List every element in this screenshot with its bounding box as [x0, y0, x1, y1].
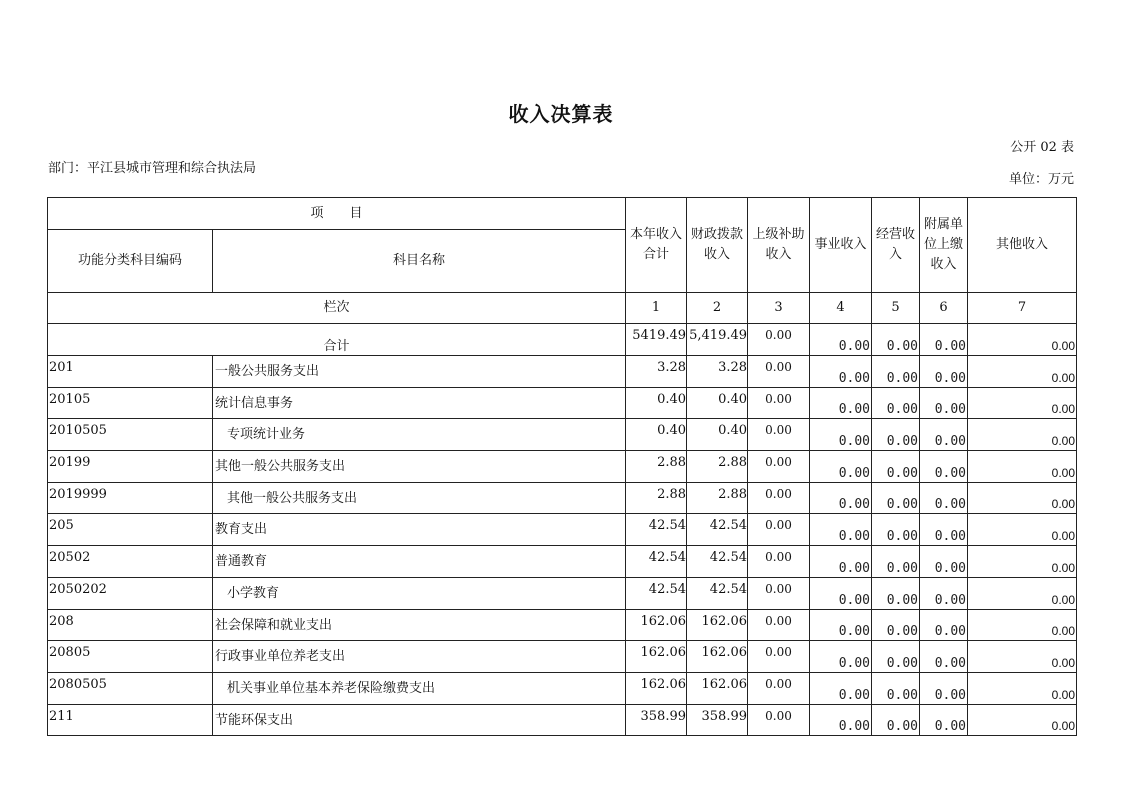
row-name: 普通教育 — [213, 546, 626, 578]
row-other-income: 0.00 — [968, 514, 1077, 546]
row-operating-income: 0.00 — [872, 356, 920, 388]
row-code: 20199 — [48, 451, 213, 483]
row-business-income: 0.00 — [810, 546, 872, 578]
row-affiliated-income: 0.00 — [920, 577, 968, 609]
row-code: 20105 — [48, 387, 213, 419]
row-fiscal-income: 162.06 — [687, 609, 748, 641]
row-code: 20502 — [48, 546, 213, 578]
row-business-income: 0.00 — [810, 514, 872, 546]
row-name: 小学教育 — [213, 577, 626, 609]
row-name: 社会保障和就业支出 — [213, 609, 626, 641]
row-business-income: 0.00 — [810, 672, 872, 704]
row-other-income: 0.00 — [968, 641, 1077, 673]
row-affiliated-income: 0.00 — [920, 356, 968, 388]
col-num-5: 5 — [872, 293, 920, 324]
table-row — [48, 609, 1077, 641]
row-affiliated-income: 0.00 — [920, 482, 968, 514]
column-number-row — [48, 293, 1077, 324]
header-superior-income: 上级补助收入 — [748, 198, 810, 293]
row-business-income: 0.00 — [810, 609, 872, 641]
header-code: 功能分类科目编码 — [48, 230, 213, 293]
row-other-income: 0.00 — [968, 672, 1077, 704]
row-operating-income: 0.00 — [872, 482, 920, 514]
table-row — [48, 546, 1077, 578]
header-name: 科目名称 — [213, 230, 626, 293]
row-operating-income: 0.00 — [872, 609, 920, 641]
table-row — [48, 704, 1077, 736]
total-label: 合计 — [48, 324, 626, 356]
row-total-income: 162.06 — [626, 641, 687, 673]
row-business-income: 0.00 — [810, 419, 872, 451]
row-total-income: 358.99 — [626, 704, 687, 736]
total-business-value: 0.00 — [810, 324, 872, 356]
row-superior-income: 0.00 — [748, 609, 810, 641]
row-total-income: 162.06 — [626, 672, 687, 704]
row-fiscal-income: 0.40 — [687, 419, 748, 451]
income-final-account-table — [47, 197, 1077, 736]
row-fiscal-income: 42.54 — [687, 577, 748, 609]
row-operating-income: 0.00 — [872, 704, 920, 736]
row-operating-income: 0.00 — [872, 451, 920, 483]
table-row — [48, 672, 1077, 704]
row-operating-income: 0.00 — [872, 672, 920, 704]
row-name: 机关事业单位基本养老保险缴费支出 — [213, 672, 626, 704]
row-name: 统计信息事务 — [213, 387, 626, 419]
col-num-6: 6 — [920, 293, 968, 324]
row-superior-income: 0.00 — [748, 672, 810, 704]
header-business-income: 事业收入 — [810, 198, 872, 293]
row-operating-income: 0.00 — [872, 514, 920, 546]
lanci-label: 栏次 — [48, 293, 626, 324]
form-number: 公开 02 表 — [1010, 140, 1074, 155]
row-fiscal-income: 2.88 — [687, 482, 748, 514]
row-name: 其他一般公共服务支出 — [213, 482, 626, 514]
row-affiliated-income: 0.00 — [920, 451, 968, 483]
row-superior-income: 0.00 — [748, 577, 810, 609]
col-num-1: 1 — [626, 293, 687, 324]
table-row — [48, 419, 1077, 451]
department-label: 部门：平江县城市管理和综合执法局 — [48, 161, 257, 176]
row-code: 205 — [48, 514, 213, 546]
total-affiliated-value: 0.00 — [920, 324, 968, 356]
row-affiliated-income: 0.00 — [920, 609, 968, 641]
row-superior-income: 0.00 — [748, 546, 810, 578]
row-affiliated-income: 0.00 — [920, 387, 968, 419]
row-code: 2080505 — [48, 672, 213, 704]
header-operating-income: 经营收入 — [872, 198, 920, 293]
row-business-income: 0.00 — [810, 641, 872, 673]
row-name: 专项统计业务 — [213, 419, 626, 451]
row-name: 教育支出 — [213, 514, 626, 546]
row-fiscal-income: 162.06 — [687, 672, 748, 704]
row-other-income: 0.00 — [968, 451, 1077, 483]
row-operating-income: 0.00 — [872, 546, 920, 578]
table-row — [48, 387, 1077, 419]
row-operating-income: 0.00 — [872, 577, 920, 609]
row-other-income: 0.00 — [968, 356, 1077, 388]
row-superior-income: 0.00 — [748, 641, 810, 673]
row-name: 一般公共服务支出 — [213, 356, 626, 388]
total-superior-value: 0.00 — [748, 324, 810, 356]
header-item: 项 目 — [48, 198, 626, 230]
row-code: 2010505 — [48, 419, 213, 451]
row-business-income: 0.00 — [810, 482, 872, 514]
row-fiscal-income: 42.54 — [687, 546, 748, 578]
row-affiliated-income: 0.00 — [920, 546, 968, 578]
table-row — [48, 641, 1077, 673]
row-affiliated-income: 0.00 — [920, 641, 968, 673]
row-total-income: 2.88 — [626, 451, 687, 483]
row-affiliated-income: 0.00 — [920, 419, 968, 451]
row-total-income: 2.88 — [626, 482, 687, 514]
row-superior-income: 0.00 — [748, 419, 810, 451]
total-fiscal-value: 5,419.49 — [687, 324, 748, 356]
row-other-income: 0.00 — [968, 419, 1077, 451]
row-superior-income: 0.00 — [748, 704, 810, 736]
row-fiscal-income: 2.88 — [687, 451, 748, 483]
row-other-income: 0.00 — [968, 577, 1077, 609]
row-other-income: 0.00 — [968, 546, 1077, 578]
table-row — [48, 451, 1077, 483]
row-business-income: 0.00 — [810, 387, 872, 419]
row-superior-income: 0.00 — [748, 514, 810, 546]
col-num-7: 7 — [968, 293, 1077, 324]
row-superior-income: 0.00 — [748, 451, 810, 483]
header-affiliated-income: 附属单位上缴收入 — [920, 198, 968, 293]
row-code: 2050202 — [48, 577, 213, 609]
row-fiscal-income: 42.54 — [687, 514, 748, 546]
total-other-value: 0.00 — [968, 324, 1077, 356]
col-num-4: 4 — [810, 293, 872, 324]
row-business-income: 0.00 — [810, 704, 872, 736]
row-total-income: 0.40 — [626, 419, 687, 451]
row-operating-income: 0.00 — [872, 419, 920, 451]
total-row — [48, 324, 1077, 356]
row-code: 211 — [48, 704, 213, 736]
header-total-income: 本年收入合计 — [626, 198, 687, 293]
total-income-value: 5419.49 — [626, 324, 687, 356]
row-fiscal-income: 358.99 — [687, 704, 748, 736]
row-name: 其他一般公共服务支出 — [213, 451, 626, 483]
row-code: 20805 — [48, 641, 213, 673]
row-total-income: 3.28 — [626, 356, 687, 388]
row-affiliated-income: 0.00 — [920, 672, 968, 704]
row-business-income: 0.00 — [810, 577, 872, 609]
row-other-income: 0.00 — [968, 704, 1077, 736]
table-row — [48, 514, 1077, 546]
header-fiscal-income: 财政拨款收入 — [687, 198, 748, 293]
row-fiscal-income: 0.40 — [687, 387, 748, 419]
table-row — [48, 482, 1077, 514]
header-other-income: 其他收入 — [968, 198, 1077, 293]
col-num-3: 3 — [748, 293, 810, 324]
page-title: 收入决算表 — [508, 102, 614, 126]
row-name: 节能环保支出 — [213, 704, 626, 736]
row-code: 2019999 — [48, 482, 213, 514]
row-superior-income: 0.00 — [748, 387, 810, 419]
row-other-income: 0.00 — [968, 387, 1077, 419]
row-affiliated-income: 0.00 — [920, 514, 968, 546]
row-code: 208 — [48, 609, 213, 641]
row-superior-income: 0.00 — [748, 356, 810, 388]
row-total-income: 0.40 — [626, 387, 687, 419]
row-business-income: 0.00 — [810, 356, 872, 388]
row-fiscal-income: 3.28 — [687, 356, 748, 388]
unit-label: 单位：万元 — [1008, 172, 1074, 187]
header-row-1 — [48, 198, 1077, 230]
table-row — [48, 577, 1077, 609]
row-total-income: 42.54 — [626, 514, 687, 546]
row-total-income: 42.54 — [626, 546, 687, 578]
row-total-income: 162.06 — [626, 609, 687, 641]
row-name: 行政事业单位养老支出 — [213, 641, 626, 673]
row-operating-income: 0.00 — [872, 387, 920, 419]
row-other-income: 0.00 — [968, 609, 1077, 641]
row-business-income: 0.00 — [810, 451, 872, 483]
table-row — [48, 356, 1077, 388]
row-code: 201 — [48, 356, 213, 388]
row-fiscal-income: 162.06 — [687, 641, 748, 673]
row-total-income: 42.54 — [626, 577, 687, 609]
total-operating-value: 0.00 — [872, 324, 920, 356]
row-operating-income: 0.00 — [872, 641, 920, 673]
row-other-income: 0.00 — [968, 482, 1077, 514]
col-num-2: 2 — [687, 293, 748, 324]
row-superior-income: 0.00 — [748, 482, 810, 514]
row-affiliated-income: 0.00 — [920, 704, 968, 736]
